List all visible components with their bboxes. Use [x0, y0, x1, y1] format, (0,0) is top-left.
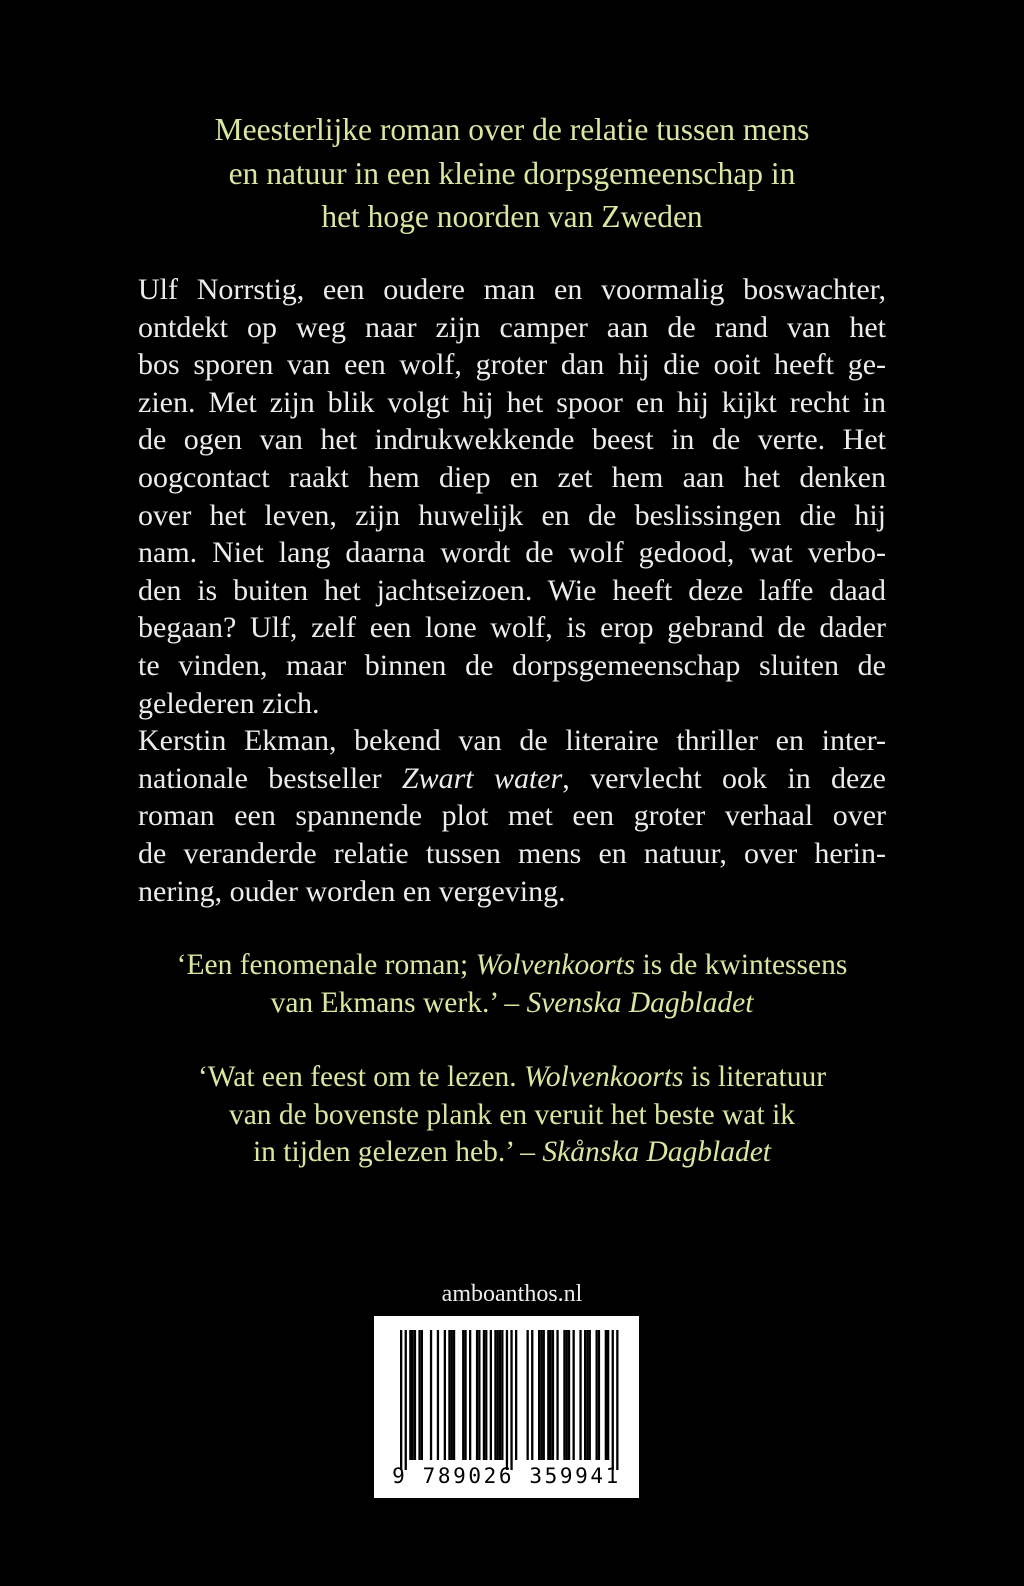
barcode-bar — [607, 1330, 609, 1460]
quote-text: is literatuur — [683, 1061, 827, 1093]
blurb-segment: nationale bestseller — [138, 761, 402, 795]
barcode-bar — [437, 1330, 439, 1460]
barcode-bar — [586, 1330, 588, 1460]
blurb-line: over het leven, zijn huwelijk en de beslissingen die hij — [138, 498, 886, 532]
barcode-bar — [421, 1330, 423, 1460]
barcode-bar — [444, 1330, 446, 1460]
barcode-bar — [556, 1330, 558, 1460]
barcode-bar — [400, 1330, 402, 1470]
barcode-bar — [550, 1330, 552, 1460]
barcode-bar — [612, 1330, 614, 1470]
blurb-line: de veranderde relatie tussen mens en natuur, over herin- — [138, 836, 886, 870]
blurb-line: gelederen zich. — [138, 686, 320, 720]
barcode-bar — [462, 1330, 464, 1460]
quote-text: ‘Wat een feest om te lezen. — [197, 1061, 524, 1093]
review-quote-skanska-dagbladet — [110, 1059, 914, 1172]
blurb-line: zien. Met zijn blik volgt hij het spoor en hij kijkt recht in — [138, 385, 886, 419]
barcode-bar — [476, 1330, 478, 1460]
barcode-bar — [573, 1330, 575, 1460]
quote-line: van de bovenste plank en veruit het beste wat ik — [228, 1098, 796, 1131]
barcode-bar — [579, 1330, 581, 1460]
tagline-line: Meesterlijke roman over de relatie tussen mens — [214, 112, 810, 147]
barcode-bar — [584, 1330, 586, 1460]
barcode-bar — [515, 1330, 517, 1460]
blurb-line: te vinden, maar binnen de dorpsgemeenschap sluiten de — [138, 648, 886, 682]
barcode-bar — [552, 1330, 554, 1460]
barcode-bar — [405, 1330, 407, 1470]
barcode-bar — [605, 1330, 607, 1460]
barcode-bar — [451, 1330, 453, 1460]
blurb-line-with-title — [138, 760, 886, 798]
barcode-bar — [483, 1330, 485, 1460]
blurb-line: bos sporen van een wolf, groter dan hij die ooit heeft ge- — [138, 348, 886, 382]
barcode-bar — [547, 1330, 549, 1460]
barcode-bar — [418, 1330, 420, 1460]
barcode-bar — [453, 1330, 455, 1460]
blurb-line: nam. Niet lang daarna wordt de wolf gedood, wat verbo- — [138, 536, 886, 570]
quote-text: is de kwintessens — [635, 949, 848, 981]
barcode-bar — [409, 1330, 411, 1460]
barcode-bar — [412, 1330, 414, 1460]
barcode-bar — [538, 1330, 540, 1460]
blurb-line: nering, ouder worden en vergeving. — [138, 874, 566, 908]
blurb-line: begaan? Ulf, zelf een lone wolf, is erop gebrand de dader — [138, 611, 886, 645]
book-title-italic: Wolvenkoorts — [475, 949, 636, 981]
tagline — [110, 108, 914, 239]
quote-text: in tijden gelezen heb.’ – — [252, 1136, 543, 1168]
blurb-line: Kerstin Ekman, bekend van de literaire thriller en inter- — [138, 724, 886, 758]
barcode-bar — [469, 1330, 471, 1460]
barcode-bar — [543, 1330, 545, 1460]
quote-source: Svenska Dagbladet — [526, 986, 754, 1019]
blurb-line: roman een spannende plot met een groter verhaal over — [138, 799, 886, 833]
blurb-line: oogcontact raakt hem diep en zet hem aan het denken — [138, 460, 886, 494]
barcode-bar — [506, 1330, 508, 1470]
barcode — [374, 1316, 639, 1498]
barcode-bar — [501, 1330, 503, 1460]
barcode-bar — [563, 1330, 565, 1460]
review-quote-svenska-dagbladet — [110, 947, 914, 1022]
barcode-bar — [478, 1330, 480, 1460]
barcode-bar — [430, 1330, 432, 1460]
quote-line — [110, 1134, 914, 1172]
quote-line — [110, 1059, 914, 1097]
barcode-bar — [531, 1330, 533, 1460]
barcode-bar — [598, 1330, 600, 1460]
barcode-bar — [497, 1330, 499, 1460]
barcode-bar — [527, 1330, 529, 1460]
barcode-bar — [499, 1330, 501, 1460]
tagline-line: en natuur in een kleine dorpsgemeenschap in — [228, 155, 796, 191]
barcode-bar — [464, 1330, 466, 1460]
barcode-bar — [568, 1330, 570, 1460]
barcode-bar — [596, 1330, 598, 1460]
barcode-bar — [589, 1330, 591, 1460]
publisher-website: amboanthos.nl — [441, 1281, 583, 1307]
barcode-bar — [494, 1330, 496, 1460]
barcode-bar — [616, 1330, 618, 1470]
quote-text: van Ekmans werk.’ – — [270, 986, 527, 1019]
barcode-bar — [566, 1330, 568, 1460]
blurb-line: de ogen van het indrukwekkende beest in de verte. Het — [138, 423, 886, 457]
barcode-bar — [510, 1330, 512, 1470]
quote-text: ‘Een fenomenale roman; — [176, 949, 476, 981]
barcode-bar — [485, 1330, 487, 1460]
blurb-line: ontdekt op weg naar zijn camper aan de rand van het — [138, 310, 886, 344]
barcode-bar — [448, 1330, 450, 1460]
quote-source: Skånska Dagbladet — [542, 1136, 772, 1168]
blurb-line: den is buiten het jachtseizoen. Wie heeft deze laffe daad — [138, 573, 886, 607]
blurb-segment: , vervlecht ook in deze — [562, 761, 886, 795]
barcode-bar — [540, 1330, 542, 1460]
book-title-italic: Zwart water — [401, 761, 563, 795]
barcode-bar — [414, 1330, 416, 1460]
barcode-digits: 9 789026 359941 — [392, 1464, 621, 1488]
blurb-line: Ulf Norrstig, een oudere man en voormalig boswachter, — [138, 273, 886, 306]
blurb-text — [138, 271, 886, 910]
quote-line — [110, 947, 914, 985]
book-title-italic: Wolvenkoorts — [524, 1061, 684, 1093]
quote-line — [110, 985, 914, 1023]
barcode-bar — [490, 1330, 492, 1460]
tagline-line: het hoge noorden van Zweden — [321, 199, 703, 234]
